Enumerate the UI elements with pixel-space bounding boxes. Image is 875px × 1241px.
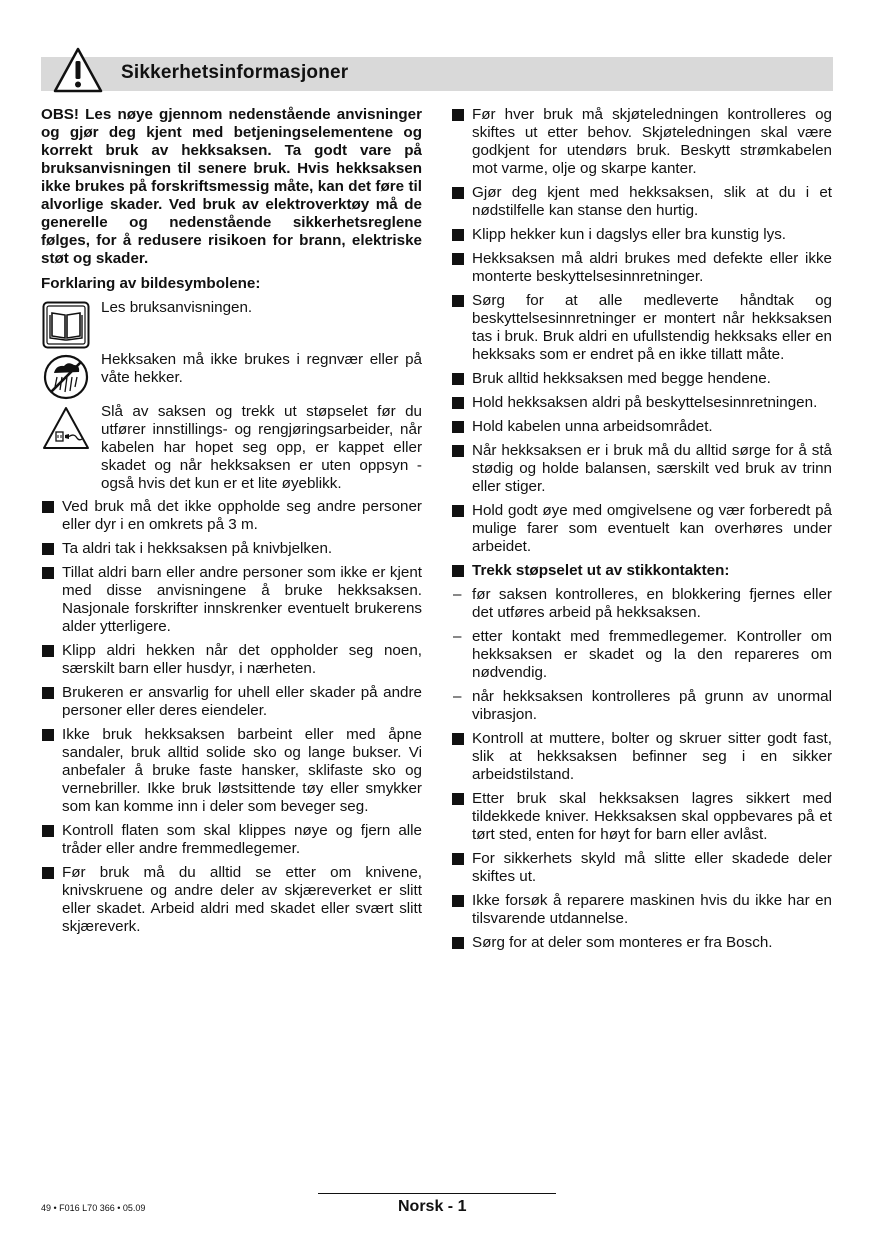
square-bullet-icon: [452, 109, 464, 121]
list-item: Hold godt øye med omgivelsene og vær forberedt på mulige farer som eventuelt kan overhøres under arbeidet.: [451, 502, 832, 556]
footer-divider: [318, 1193, 556, 1194]
dash-item: – før saksen kontrolleres, en blokkering fjernes eller det utføres arbeid på hekksaksen.: [453, 586, 832, 621]
square-bullet-icon: [452, 421, 464, 433]
square-bullet-icon: [452, 505, 464, 517]
square-bullet-icon: [452, 733, 464, 745]
list-item-unplug-heading: Trekk støpselet ut av stikkontakten:: [451, 562, 832, 580]
page-number: Norsk - 1: [398, 1198, 467, 1215]
dash-marker: –: [453, 628, 462, 645]
list-item: Sørg for at deler som monteres er fra Bosch.: [451, 934, 832, 952]
list-item: Når hekksaksen er i bruk må du alltid sørge for å stå stødig og holde balansen, særskilt ved bruk av trinn eller stiger.: [451, 442, 832, 496]
list-item: Etter bruk skal hekksaksen lagres sikkert med tildekkede kniver. Hekksaksen skal oppbevares på et tørt sted, enten for høyt for barn eller avlåst.: [451, 790, 832, 844]
list-item: Før hver bruk må skjøteledningen kontrolleres og skiftes ut etter behov. Skjøteledningen skal være godkjent for utendørs bruk. Beskytt strømkabelen mot varme, olje og skarpe kanter.: [451, 106, 832, 178]
list-item: Ikke bruk hekksaksen barbeint eller med åpne sandaler, bruk alltid solide sko og lange bukser. Vi anbefaler å bruke faste hansker, sklifaste sko og vernebriller. Ikke bruk løstsittende tøy eller smykker som kan komme inn i deler som beveger seg.: [41, 726, 422, 816]
list-item: Kontroll at muttere, bolter og skruer sitter godt fast, slik at hekksaksen befinner seg i en sikker arbeidstilstand.: [451, 730, 832, 784]
list-item: Ikke forsøk å reparere maskinen hvis du ikke har en tilsvarende utdannelse.: [451, 892, 832, 928]
symbol-row-read-manual: [41, 299, 422, 351]
right-safety-list: [451, 106, 832, 952]
square-bullet-icon: [452, 853, 464, 865]
square-bullet-icon: [452, 295, 464, 307]
square-bullet-icon: [452, 187, 464, 199]
warning-triangle-icon: [52, 46, 104, 94]
list-item: Hold kabelen unna arbeidsområdet.: [451, 418, 832, 436]
square-bullet-icon: [452, 373, 464, 385]
list-item: Klipp aldri hekken når det oppholder seg noen, særskilt barn eller husdyr, i nærheten.: [41, 642, 422, 678]
symbol-legend-title: Forklaring av bildesymbolene:: [41, 275, 261, 292]
square-bullet-icon: [452, 229, 464, 241]
square-bullet-icon: [42, 645, 54, 657]
left-column: [41, 106, 422, 942]
dash-marker: –: [453, 688, 462, 705]
symbol-text-no-rain: Hekksaken må ikke brukes i regnvær eller på våte hekker.: [101, 351, 422, 386]
dash-item: – når hekksaksen kontrolleres på grunn av unormal vibrasjon.: [453, 688, 832, 723]
right-column: [451, 106, 832, 958]
page-title: Sikkerhetsinformasjoner: [121, 62, 349, 83]
list-item: Hold hekksaksen aldri på beskyttelsesinnretningen.: [451, 394, 832, 412]
square-bullet-icon: [42, 687, 54, 699]
symbol-text-read-manual: Les bruksanvisningen.: [101, 299, 253, 316]
left-safety-list: [41, 498, 422, 936]
list-item: Klipp hekker kun i dagslys eller bra kunstig lys.: [451, 226, 832, 244]
list-item: Ved bruk må det ikke oppholde seg andre personer eller dyr i en omkrets på 3 m.: [41, 498, 422, 534]
list-item: Brukeren er ansvarlig for uhell eller skader på andre personer eller deres eiendeler.: [41, 684, 422, 720]
dash-marker: –: [453, 586, 462, 603]
square-bullet-icon: [42, 825, 54, 837]
list-item: For sikkerhets skyld må slitte eller skadede deler skiftes ut.: [451, 850, 832, 886]
list-item: Bruk alltid hekksaksen med begge hendene.: [451, 370, 832, 388]
list-item: Tillat aldri barn eller andre personer som ikke er kjent med disse anvisningene å bruke hekksaksen. Nasjonale forskrifter innskrenker eventuelt brukerens alder ytterligere.: [41, 564, 422, 636]
square-bullet-icon: [452, 937, 464, 949]
symbol-text-unplug: Slå av saksen og trekk ut støpselet før du utfører innstillings- og rengjøringsarbeider, når kabelen har hopet seg opp, er kappet eller skadet og når hekksaksen er uten oppsyn - også hvis det kun er et lite øyeblikk.: [101, 403, 422, 492]
list-item: Sørg for at alle medleverte håndtak og beskyttelsesinnretninger er montert når hekksaksen tas i bruk. Bruk aldri en ufullstendig hekksaks eller en hekksaks som er endret på en ikke tillatt måte.: [451, 292, 832, 364]
square-bullet-icon: [452, 397, 464, 409]
square-bullet-icon: [452, 793, 464, 805]
list-item: Ta aldri tak i hekksaksen på knivbjelken.: [41, 540, 422, 558]
list-item: Hekksaksen må aldri brukes med defekte eller ikke monterte beskyttelsesinnretninger.: [451, 250, 832, 286]
list-item: Før bruk må du alltid se etter om knivene, knivskruene og andre deler av skjæreverket er slitt eller skadet. Arbeid aldri med skadet eller svært slitt skjæreverk.: [41, 864, 422, 936]
square-bullet-icon: [42, 543, 54, 555]
square-bullet-icon: [42, 729, 54, 741]
no-rain-icon: [42, 353, 90, 401]
list-item: Kontroll flaten som skal klippes nøye og fjern alle tråder eller andre fremmedlegemer.: [41, 822, 422, 858]
square-bullet-icon: [42, 867, 54, 879]
square-bullet-icon: [452, 253, 464, 265]
dash-item: – etter kontakt med fremmedlegemer. Kontroller om hekksaksen er skadet og la den repareres om nødvendig.: [453, 628, 832, 681]
book-icon: [42, 301, 90, 349]
unplug-warning-icon: [42, 405, 90, 453]
square-bullet-icon: [42, 501, 54, 513]
document-code: 49 • F016 L70 366 • 05.09: [41, 1203, 146, 1213]
square-bullet-icon: [452, 895, 464, 907]
symbol-row-unplug: [41, 403, 422, 493]
symbol-row-no-rain: [41, 351, 422, 403]
square-bullet-icon: [42, 567, 54, 579]
intro-warning: OBS! Les nøye gjennom nedenstående anvisninger og gjør deg kjent med betjeningselementene og korrekt bruk av hekksaksen. Ta godt vare på bruksanvisningen til senere bruk. Hvis hekksaksen ikke brukes på forskriftsmessig måte, kan det føre til alvorlige skader. Ved bruk av elektroverktøy må de generelle og nedenstående sikkerhetsreglene følges, for å redusere risikoen for brann, elektriske støt og skader.: [41, 106, 422, 267]
square-bullet-icon: [452, 565, 464, 577]
square-bullet-icon: [452, 445, 464, 457]
list-item: Gjør deg kjent med hekksaksen, slik at du i et nødstilfelle kan stanse den hurtig.: [451, 184, 832, 220]
